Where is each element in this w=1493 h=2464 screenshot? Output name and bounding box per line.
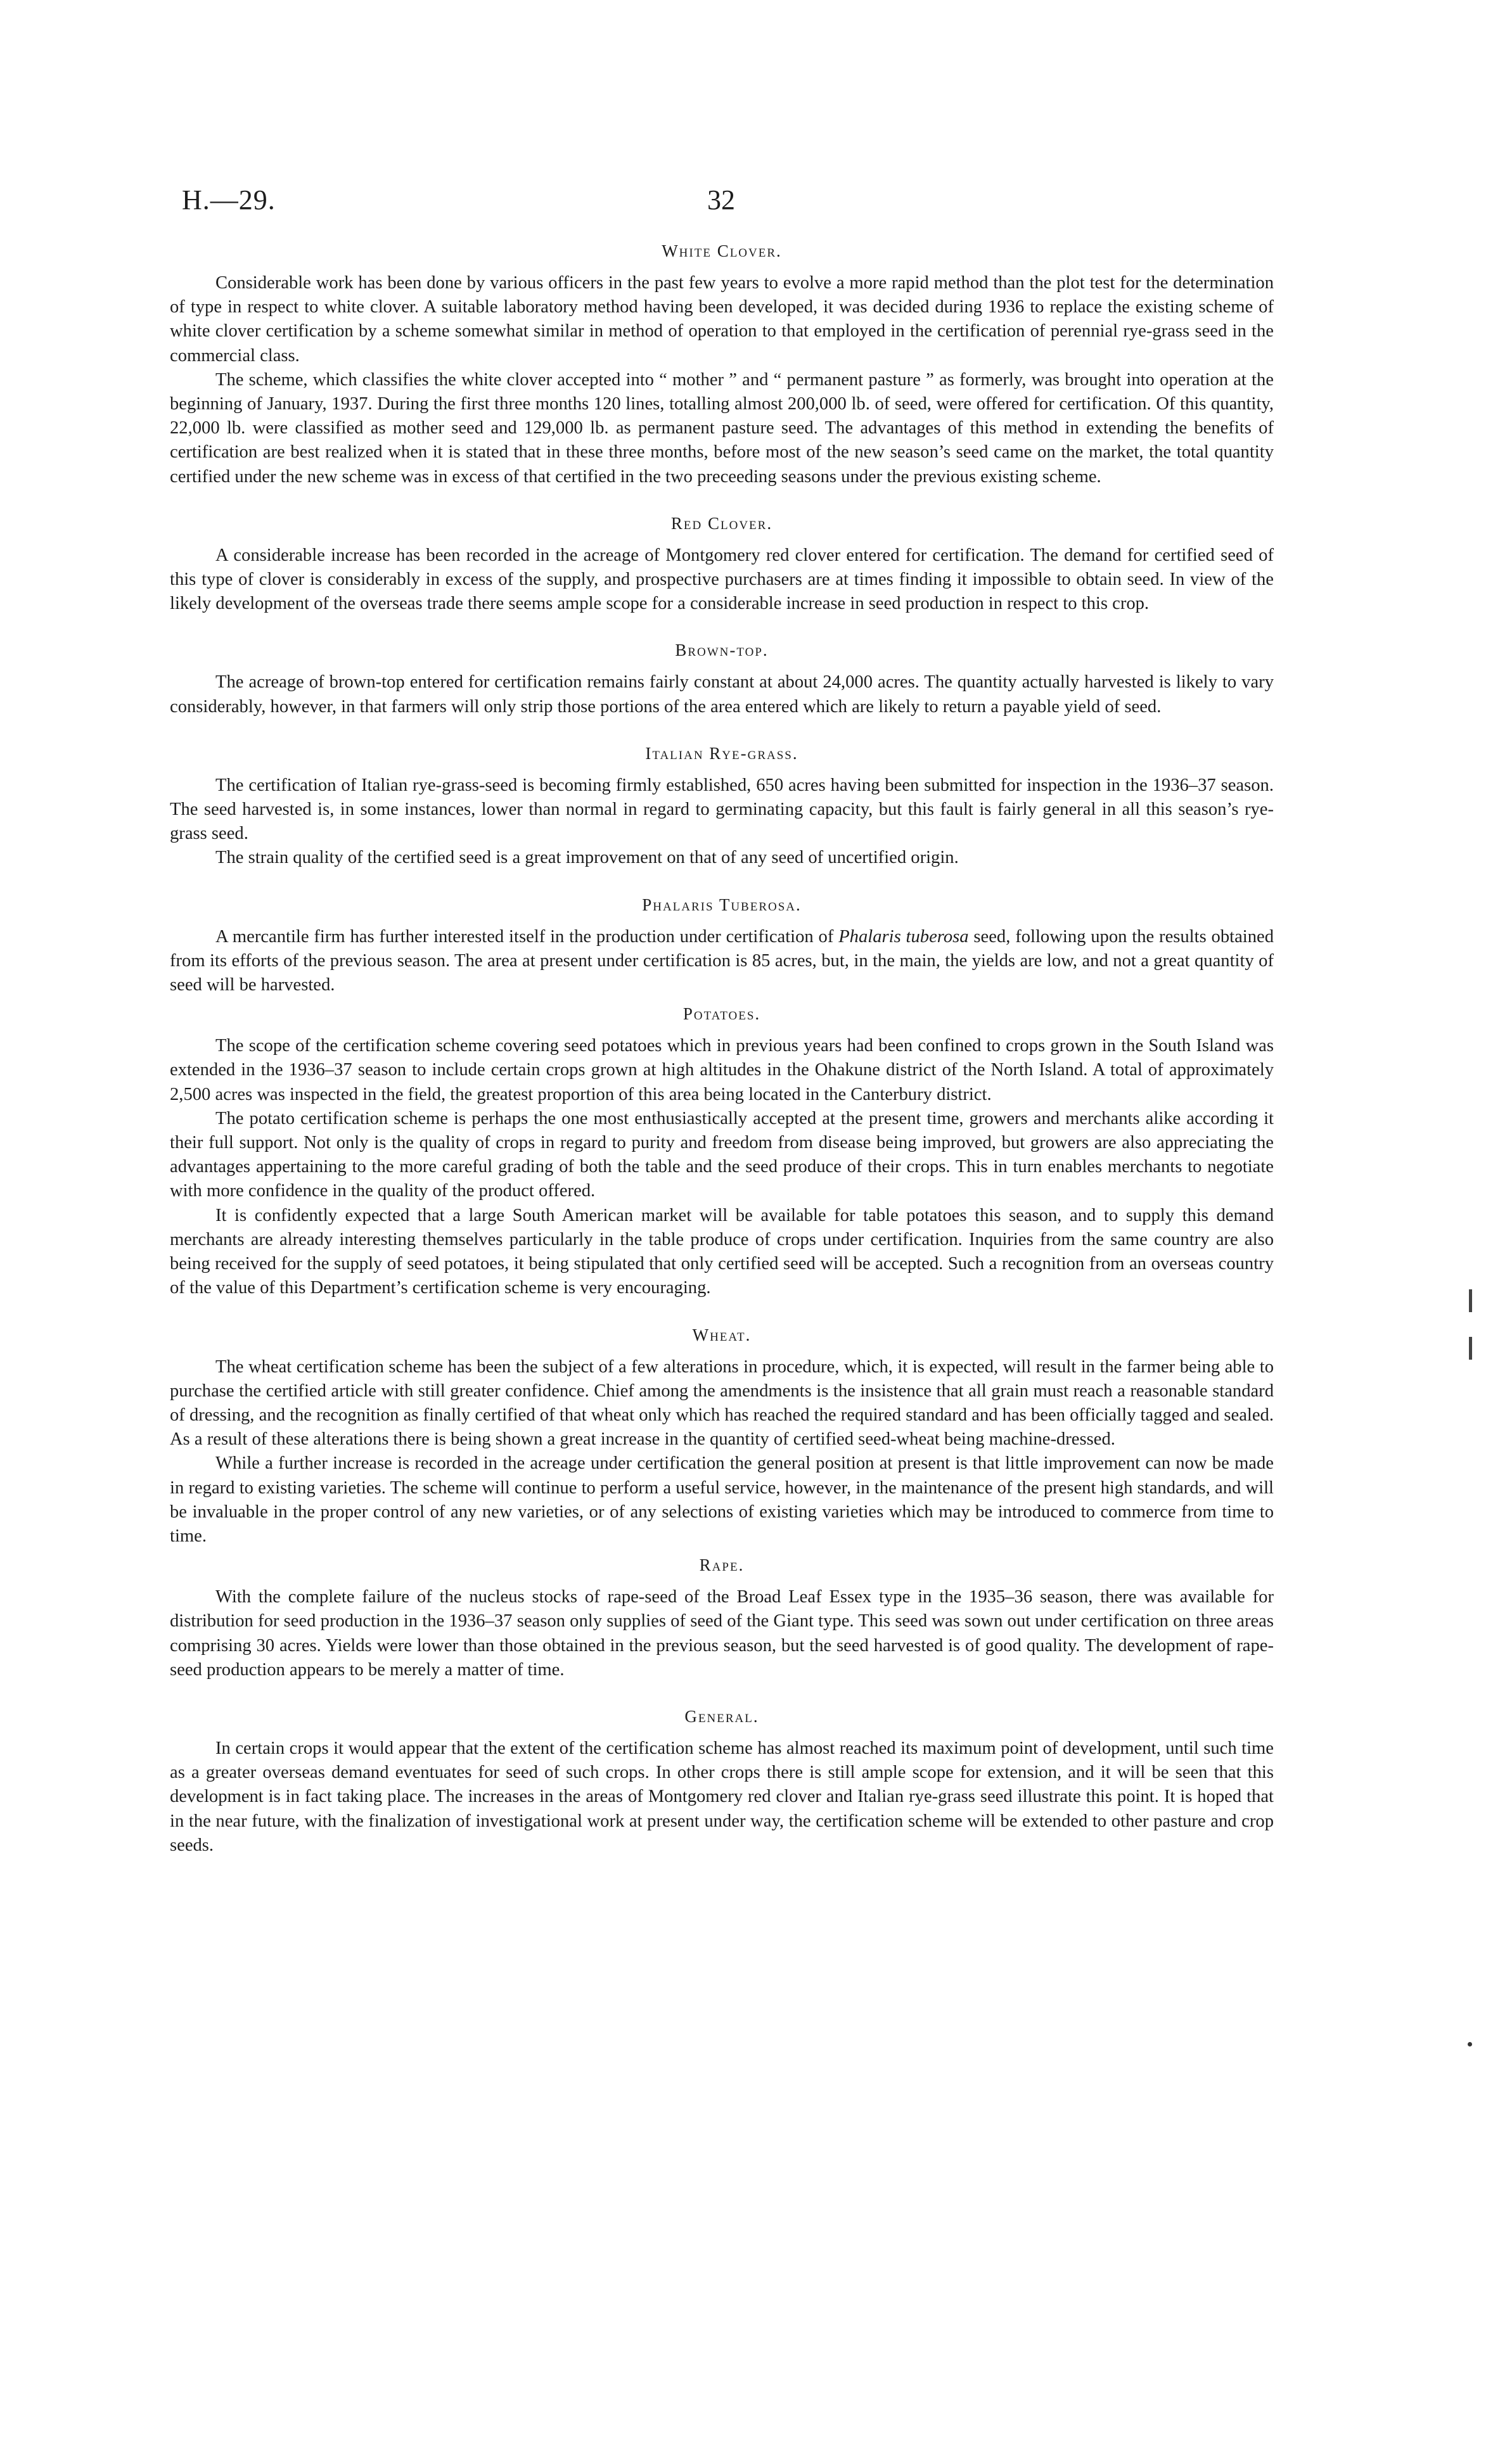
paragraph <box>170 925 1274 998</box>
section-heading: Potatoes. <box>682 1004 761 1024</box>
section-wheat <box>170 1324 1274 1549</box>
paragraph: The strain quality of the certified seed is a great improvement on that of any seed of uncertified origin. <box>215 848 959 868</box>
paragraph-text: A mercantile firm has further interested itself in the production under certification of <box>215 926 834 947</box>
paragraph: It is confidently expected that a large South American market will be available for table potatoes this season, and to supply this demand merchants are already interesting themselves particularly in the table produce of crops under certification. Inquiries from the same country are also being received for the supply of seed potatoes, it being stipulated that only certified seed will be accepted. Such a recognition from an overseas country of the value of this Department’s certification scheme is very encouraging. <box>170 1205 1274 1298</box>
section-heading: Wheat. <box>692 1325 752 1344</box>
paragraph: Considerable work has been done by various officers in the past few years to evolve a more rapid method than the plot test for the determination of type in respect to white clover. A suitable laboratory method having been developed, it was decided during 1936 to replace the existing scheme of white clover certification by a scheme somewhat similar in method of operation to that employed in the certification of perennial rye-grass seed in the commercial class. <box>170 273 1274 366</box>
paragraph: While a further increase is recorded in the acreage under certification the general position at present is that little improvement can now be made in regard to existing varieties. The scheme will continue to perform a useful service, however, in the maintenance of the present high standards, and will be invaluable in the proper control of any new varieties, or of any selections of existing varieties which may be introduced to commerce from time to time. <box>170 1453 1274 1546</box>
scan-edge-mark <box>1469 1337 1472 1360</box>
scan-edge-mark <box>1469 1289 1472 1312</box>
section-brown-top <box>170 639 1274 718</box>
section-heading: Rape. <box>699 1555 745 1575</box>
section-rape <box>170 1554 1274 1682</box>
paragraph: The scheme, which classifies the white clover accepted into “ mother ” and “ permanent pasture ” as formerly, was brought into operation at the beginning of January, 1937. During the first three months 120 lines, totalling almost 200,000 lb. of seed, were offered for certification. Of this quantity, 22,000 lb. were classified as mother seed and 129,000 lb. as permanent pasture seed. The advantages of this method in extending the benefits of certification are best realized when it is stated that in these three months, before most of the new season’s seed came on the market, the total quantity certified under the new scheme was in excess of that certified in the two preceeding seasons under the previous existing scheme. <box>170 369 1274 487</box>
paragraph-text: seed, following upon the results obtained from its efforts of the previous season. The area at present under certification is 85 acres, but, in the main, the yields are low, and not a great quantity of seed will be harvested. <box>170 926 1274 995</box>
page-number: 32 <box>707 184 735 215</box>
scan-speck <box>1468 2042 1472 2046</box>
section-general <box>170 1705 1274 1858</box>
section-white-clover <box>170 239 1274 489</box>
paragraph: The certification of Italian rye-grass-seed is becoming firmly established, 650 acres having been submitted for inspection in the 1936–37 season. The seed harvested is, in some instances, lower than normal in regard to germinating capacity, but this fault is fairly general in all this season’s rye-grass seed. <box>170 775 1274 844</box>
paragraph: In certain crops it would appear that the extent of the certification scheme has almost reached its maximum point of development, until such time as a greater overseas demand eventuates for seed of such crops. In other crops there is still ample scope for extension, and it will be seen that this development is in fact taking place. The increases in the areas of Montgomery red clover and Italian rye-grass seed illustrate this point. It is hoped that in the near future, with the finalization of investigational work at present under way, the certification scheme will be extended to other pasture and crop seeds. <box>170 1738 1274 1855</box>
paragraph: The potato certification scheme is perhaps the one most enthusiastically accepted at the present time, growers and merchants alike according it their full support. Not only is the quality of crops in regard to purity and freedom from disease being improved, but growers are also appreciating the advantages appertaining to the more careful grading of both the table and the seed produce of their crops. This in turn enables merchants to negotiate with more confidence in the quality of the product offered. <box>170 1108 1274 1201</box>
section-heading: General. <box>684 1706 759 1726</box>
report-reference: H.—29. <box>182 184 276 215</box>
section-phalaris-tuberosa <box>170 893 1274 998</box>
section-heading: White Clover. <box>662 241 782 260</box>
paragraph: The acreage of brown-top entered for certification remains fairly constant at about 24,000 acres. The quantity actually harvested is likely to vary considerably, however, in that farmers will only strip those portions of the area entered which are likely to return a payable yield of seed. <box>170 672 1274 717</box>
paragraph: A considerable increase has been recorded in the acreage of Montgomery red clover entered for certification. The demand for certified seed of this type of clover is considerably in excess of the supply, and prospective purchasers are at times finding it impossible to obtain seed. In view of the likely development of the overseas trade there seems ample scope for a considerable increase in seed production in respect to this crop. <box>170 545 1274 614</box>
paragraph: With the complete failure of the nucleus stocks of rape-seed of the Broad Leaf Essex type in the 1935–36 season, there was available for distribution for seed production in the 1936–37 season only supplies of seed of the Giant type. This seed was sown out under certification on three areas comprising 30 acres. Yields were lower than those obtained in the previous season, but the seed harvested is of good quality. The development of rape-seed production appears to be merely a matter of time. <box>170 1587 1274 1680</box>
report-body <box>170 239 1274 1880</box>
section-italian-rye-grass <box>170 742 1274 871</box>
section-heading: Phalaris Tuberosa. <box>642 895 802 914</box>
section-heading: Italian Rye-grass. <box>645 743 798 763</box>
section-heading: Brown-top. <box>675 641 769 660</box>
paragraph: The wheat certification scheme has been the subject of a few alterations in procedure, which, it is expected, will result in the farmer being able to purchase the certified article with still greater confidence. Chief among the amendments is the insistence that all grain must reach a reasonable standard of dressing, and the recognition as finally certified of that wheat only which has reached the required standard and has been officially tagged and sealed. As a result of these alterations there is being shown a great increase in the quantity of certified seed-wheat being machine-dressed. <box>170 1356 1274 1450</box>
section-heading: Red Clover. <box>670 513 773 533</box>
species-name: Phalaris tuberosa <box>838 926 969 947</box>
paragraph: The scope of the certification scheme covering seed potatoes which in previous years had been confined to crops grown in the South Island was extended in the 1936–37 season to include certain crops grown at high altitudes in the Ohakune district of the North Island. A total of approximately 2,500 acres was inspected in the field, the greatest proportion of this area being located in the Canterbury district. <box>170 1036 1274 1104</box>
section-red-clover <box>170 512 1274 616</box>
section-potatoes <box>170 1002 1274 1300</box>
